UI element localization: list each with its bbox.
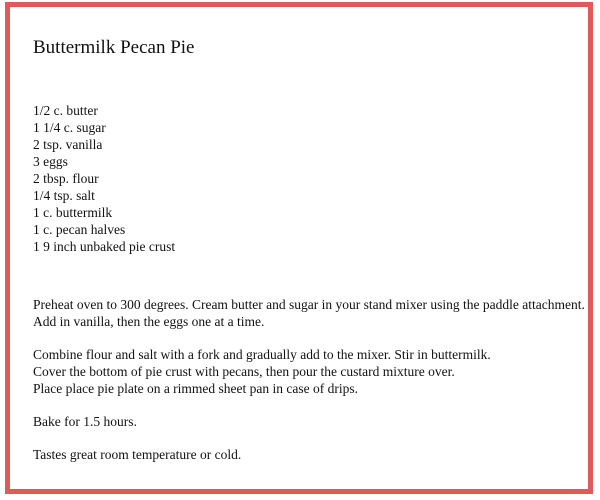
instruction-paragraph-4 [33, 446, 578, 463]
instruction-line: Add in vanilla, then the eggs one at a time. [33, 314, 265, 329]
ingredient-item: 3 eggs [33, 154, 68, 169]
ingredient-list [33, 102, 175, 255]
instruction-line: Bake for 1.5 hours. [33, 414, 137, 429]
instruction-paragraph-1 [33, 296, 585, 330]
recipe-title: Buttermilk Pecan Pie [33, 37, 195, 58]
instructions [33, 296, 585, 479]
ingredient-item: 2 tbsp. flour [33, 171, 99, 186]
instruction-line: Combine flour and salt with a fork and gradually add to the mixer. Stir in buttermilk. [33, 347, 491, 362]
instruction-paragraph-3 [33, 413, 578, 430]
ingredient-item: 2 tsp. vanilla [33, 137, 103, 152]
ingredient-item: 1 1/4 c. sugar [33, 120, 106, 135]
instruction-line: Place place pie plate on a rimmed sheet pan in case of drips. [33, 381, 359, 396]
ingredient-item: 1/2 c. butter [33, 103, 98, 118]
instruction-paragraph-2 [33, 346, 578, 397]
instruction-line: Preheat oven to 300 degrees. Cream butter and sugar in your stand mixer using the paddle attachment. [33, 297, 585, 312]
instruction-line: Cover the bottom of pie crust with pecans, then pour the custard mixture over. [33, 364, 455, 379]
ingredient-item: 1 c. pecan halves [33, 222, 126, 237]
ingredient-item: 1 9 inch unbaked pie crust [33, 239, 176, 254]
recipe-content [33, 36, 585, 462]
ingredient-item: 1 c. buttermilk [33, 205, 113, 220]
ingredient-item: 1/4 tsp. salt [33, 188, 95, 203]
recipe-card [5, 2, 593, 494]
instruction-line: Tastes great room temperature or cold. [33, 447, 242, 462]
